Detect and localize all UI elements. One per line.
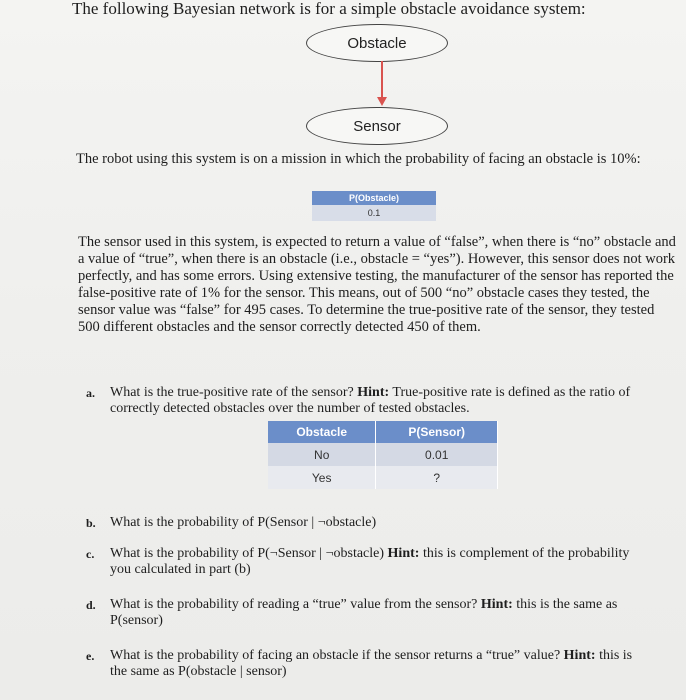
question-a-label: a. [86, 386, 95, 400]
obstacle-node-label: Obstacle [347, 34, 407, 52]
question-a-hint: True-positive rate is defined as the ratio of correctly detected obstacles over the number of tested obstacles. [110, 385, 631, 416]
question-d-text: What is the probability of reading a “true” value from the sensor? [110, 597, 478, 612]
question-d-hint: this is the same as P(sensor) [110, 597, 618, 628]
question-c-hint-label: Hint: [387, 546, 420, 561]
question-c [86, 546, 656, 580]
question-a [86, 385, 656, 419]
question-c-text: What is the probability of P(¬Sensor | ¬obstacle) [110, 546, 385, 561]
table-row [268, 443, 498, 466]
sensor-node [306, 107, 448, 145]
question-d [86, 597, 656, 631]
question-d-hint-label: Hint: [480, 597, 513, 612]
question-e-hint-label: Hint: [563, 648, 596, 663]
mission-paragraph: The robot using this system is on a mission in which the probability of facing an obstacle is 10%: [76, 151, 641, 167]
rate-table-cell: 0.01 [376, 443, 498, 466]
sensor-rate-table [268, 421, 498, 489]
prior-table-header: P(Obstacle) [312, 191, 436, 205]
question-e-hint: this is the same as P(obstacle | sensor) [110, 648, 633, 679]
obstacle-node [306, 24, 448, 62]
intro-text: The following Bayesian network is for a simple obstacle avoidance system: [72, 0, 586, 18]
question-c-label: c. [86, 547, 95, 561]
question-e [86, 648, 656, 682]
rate-table-cell: Yes [268, 466, 376, 489]
sensor-description-paragraph: The sensor used in this system, is expected to return a value of “false”, when there is “no” obstacle and a value of “true”, when there is an obstacle (i.e., obstacle = “yes”). However, this sensor does not work perfectly, and has some errors. Using extensive testing, the manufacturer of the sensor has reported the false-positive rate of 1% for the sensor. This means, out of 500 “no” obstacle cases they tested, the sensor value was “false” for 495 cases. To determine the true-positive rate of the sensor, they tested 500 different obstacles and the sensor correctly detected 450 of them. [78, 234, 676, 335]
question-e-text: What is the probability of facing an obstacle if the sensor returns a “true” value? [110, 648, 561, 663]
sensor-node-label: Sensor [353, 117, 401, 135]
question-a-text: What is the true-positive rate of the sensor? [110, 385, 354, 400]
prior-probability-table [312, 191, 436, 221]
question-c-hint: this is complement of the probability you calculated in part (b) [110, 546, 630, 577]
question-b [86, 515, 656, 533]
question-a-hint-label: Hint: [357, 385, 390, 400]
network-arrow [376, 61, 388, 107]
rate-table-cell: ? [376, 466, 498, 489]
question-d-label: d. [86, 598, 96, 612]
rate-table-cell: No [268, 443, 376, 466]
question-b-text: What is the probability of P(Sensor | ¬obstacle) [110, 515, 377, 530]
prior-table-value: 0.1 [312, 205, 436, 221]
rate-table-header-obstacle: Obstacle [268, 421, 376, 443]
rate-table-header-psensor: P(Sensor) [376, 421, 498, 443]
table-row [268, 466, 498, 489]
question-e-label: e. [86, 649, 95, 663]
question-b-label: b. [86, 516, 96, 530]
